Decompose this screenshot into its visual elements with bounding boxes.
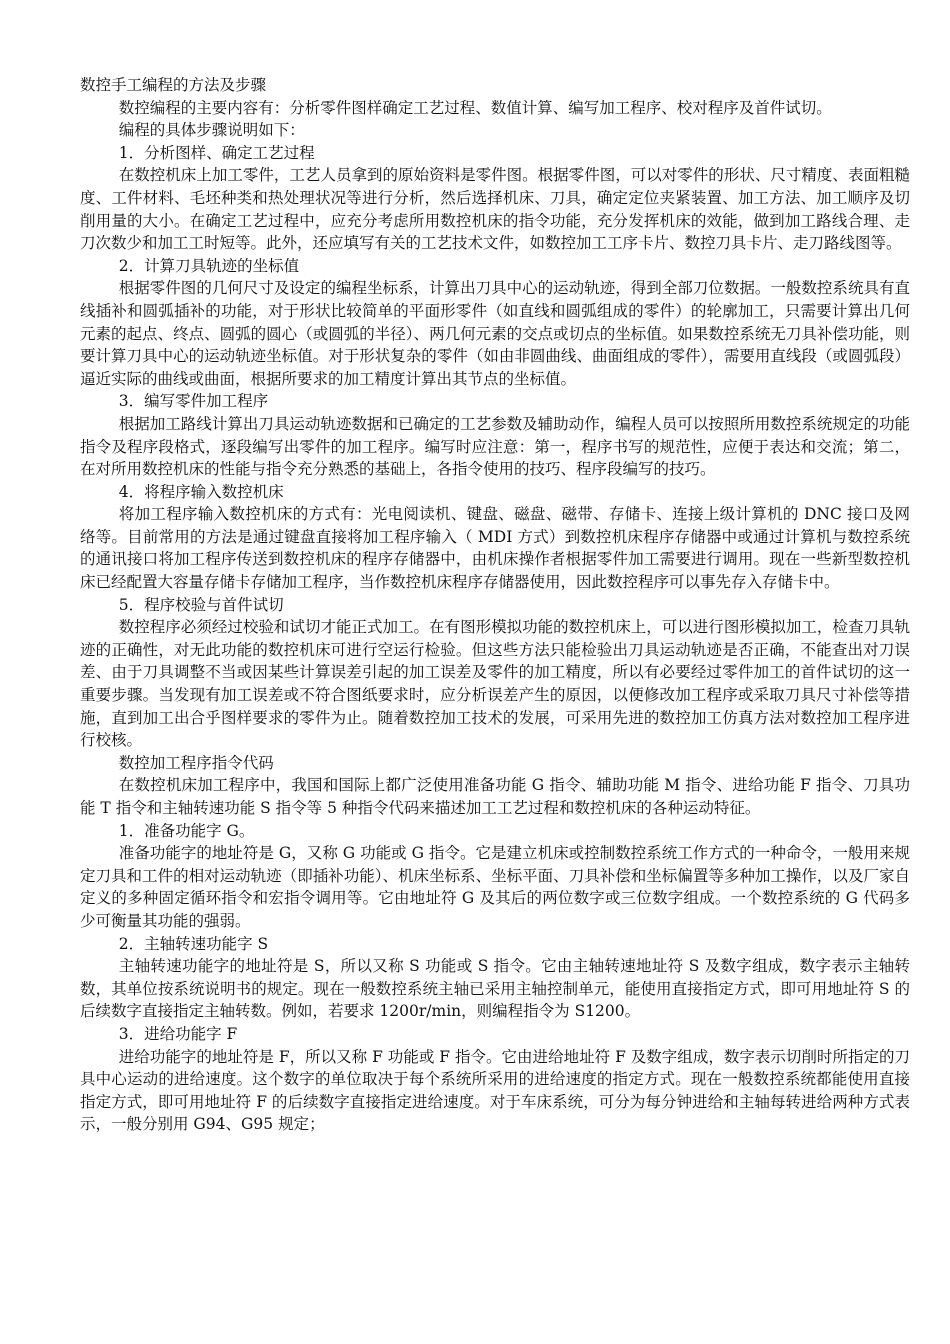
heading-codes: 数控加工程序指令代码 — [118, 753, 274, 772]
heading-step-3: 3．编写零件加工程序 — [118, 392, 269, 411]
paragraph-codes: 在数控机床加工程序中，我国和国际上都广泛使用准备功能 G 指令、辅助功能 M 指令、进给功能 F 指令、刀具功能 T 指令和主轴转速功能 S 指令等 5 种指令代码来描述加工工艺过程和数控机床的各种运动特征。 — [80, 776, 910, 817]
paragraph-step-4: 将加工程序输入数控机床的方式有：光电阅读机、键盘、磁盘、磁带、存储卡、连接上级计算机的 DNC 接口及网络等。目前常用的方法是通过键盘直接将加工程序输入（ MDI 方式）到数控机床程序存储器中或通过计算机与数控系统的通讯接口将加工程序传送到数控机床的程序存储器中，由机床操作者根据零件加工需要进行调用。现在一些新型数控机床已经配置大容量存储卡存储加工程序，当作数控机床程序存储器使用，因此数控程序可以事先存入存储卡中。 — [80, 505, 910, 592]
paragraph-s-word: 主轴转速功能字的地址符是 S，所以又称 S 功能或 S 指令。它由主轴转速地址符 S 及数字组成，数字表示主轴转数，其单位按系统说明书的规定。现在一般数控系统主轴已采用主轴控制单元，能使用直接指定方式，即可用地址符 S 的后续数字直接指定主轴转数。例如，若要求 1200r/min，则编程指令为 S1200。 — [80, 957, 910, 1021]
paragraph-g-word: 准备功能字的地址符是 G，又称 G 功能或 G 指令。它是建立机床或控制数控系统工作方式的一种命令，一般用来规定刀具和工件的相对运动轨迹（即插补功能）、机床坐标系、坐标平面、刀具补偿和坐标偏置等多种加工操作，以及厂家自定义的多种固定循环指令和宏指令调用等。它由地址符 G 及其后的两位数字或三位数字组成。一个数控系统的 G 代码多少可衡量其功能的强弱。 — [80, 844, 910, 930]
heading-step-1: 1．分析图样、确定工艺过程 — [118, 143, 315, 162]
paragraph-f-word: 进给功能字的地址符是 F，所以又称 F 功能或 F 指令。它由进给地址符 F 及数字组成，数字表示切削时所指定的刀具中心运动的进给速度。这个数字的单位取决于每个系统所采用的进给速度的指定方式。现在一般数控系统都能使用直接指定方式，即可用地址符 F 的后续数字直接指定进给速度。对于车床系统，可分为每分钟进给和主轴每转进给两种方式表示，一般分别用 G94、G95 规定； — [80, 1047, 910, 1134]
paragraph-step-1: 在数控机床上加工零件，工艺人员拿到的原始资料是零件图。根据零件图，可以对零件的形状、尺寸精度、表面粗糙度、工件材料、毛坯种类和热处理状况等进行分析，然后选择机床、刀具，确定定位夹紧装置、加工方法、加工顺序及切削用量的大小。在确定工艺过程中，应充分考虑所用数控机床的指令功能，充分发挥机床的效能，做到加工路线合理、走刀次数少和加工工时短等。此外，还应填写有关的工艺技术文件，如数控加工工序卡片、数控刀具卡片、走刀路线图等。 — [80, 166, 910, 253]
heading-step-2: 2．计算刀具轨迹的坐标值 — [118, 256, 300, 275]
heading-g-word: 1．准备功能字 G。 — [118, 821, 255, 840]
paragraph-step-2: 根据零件图的几何尺寸及设定的编程坐标系，计算出刀具中心的运动轨迹，得到全部刀位数据。一般数控系统具有直线插补和圆弧插补的功能，对于形状比较简单的平面形零件（如直线和圆弧组成的零件）的轮廓加工，只需要计算出几何元素的起点、终点、圆弧的圆心（或圆弧的半径）、两几何元素的交点或切点的坐标值。如果数控系统无刀具补偿功能，则要计算刀具中心的运动轨迹坐标值。对于形状复杂的零件（如由非圆曲线、曲面组成的零件），需要用直线段（或圆弧段）逼近实际的曲线或曲面，根据所要求的加工精度计算出其节点的坐标值。 — [80, 279, 910, 388]
paragraph-steps-lead: 编程的具体步骤说明如下： — [118, 121, 305, 140]
heading-step-5: 5．程序校验与首件试切 — [118, 595, 284, 614]
heading-s-word: 2．主轴转速功能字 S — [118, 934, 269, 953]
paragraph-intro: 数控编程的主要内容有：分析零件图样确定工艺过程、数值计算、编写加工程序、校对程序及首件试切。 — [118, 98, 832, 117]
heading-f-word: 3．进给功能字 F — [118, 1024, 238, 1043]
paragraph-step-5: 数控程序必须经过校验和试切才能正式加工。在有图形模拟功能的数控机床上，可以进行图形模拟加工，检查刀具轨迹的正确性，对无此功能的数控机床可进行空运行检验。但这些方法只能检验出刀具运动轨迹是否正确，不能查出对刀误差、由于刀具调整不当或因某些计算误差引起的加工误差及零件的加工精度，所以有必要经过零件加工的首件试切的这一重要步骤。当发现有加工误差或不符合图纸要求时，应分析误差产生的原因，以便修改加工程序或采取刀具尺寸补偿等措施，直到加工出合乎图样要求的零件为止。随着数控加工技术的发展，可采用先进的数控加工仿真方法对数控加工程序进行校核。 — [80, 618, 910, 750]
heading-step-4: 4．将程序输入数控机床 — [118, 482, 284, 501]
document-title: 数控手工编程的方法及步骤 — [80, 76, 267, 94]
paragraph-step-3: 根据加工路线计算出刀具运动轨迹数据和已确定的工艺参数及辅助动作，编程人员可以按照所用数控系统规定的功能指令及程序段格式，逐段编写出零件的加工程序。编写时应注意：第一，程序书写的规范性，应便于表达和交流；第二，在对所用数控机床的性能与指令充分熟悉的基础上，各指令使用的技巧、程序段编写的技巧。 — [80, 414, 910, 479]
document-body — [80, 74, 910, 1136]
